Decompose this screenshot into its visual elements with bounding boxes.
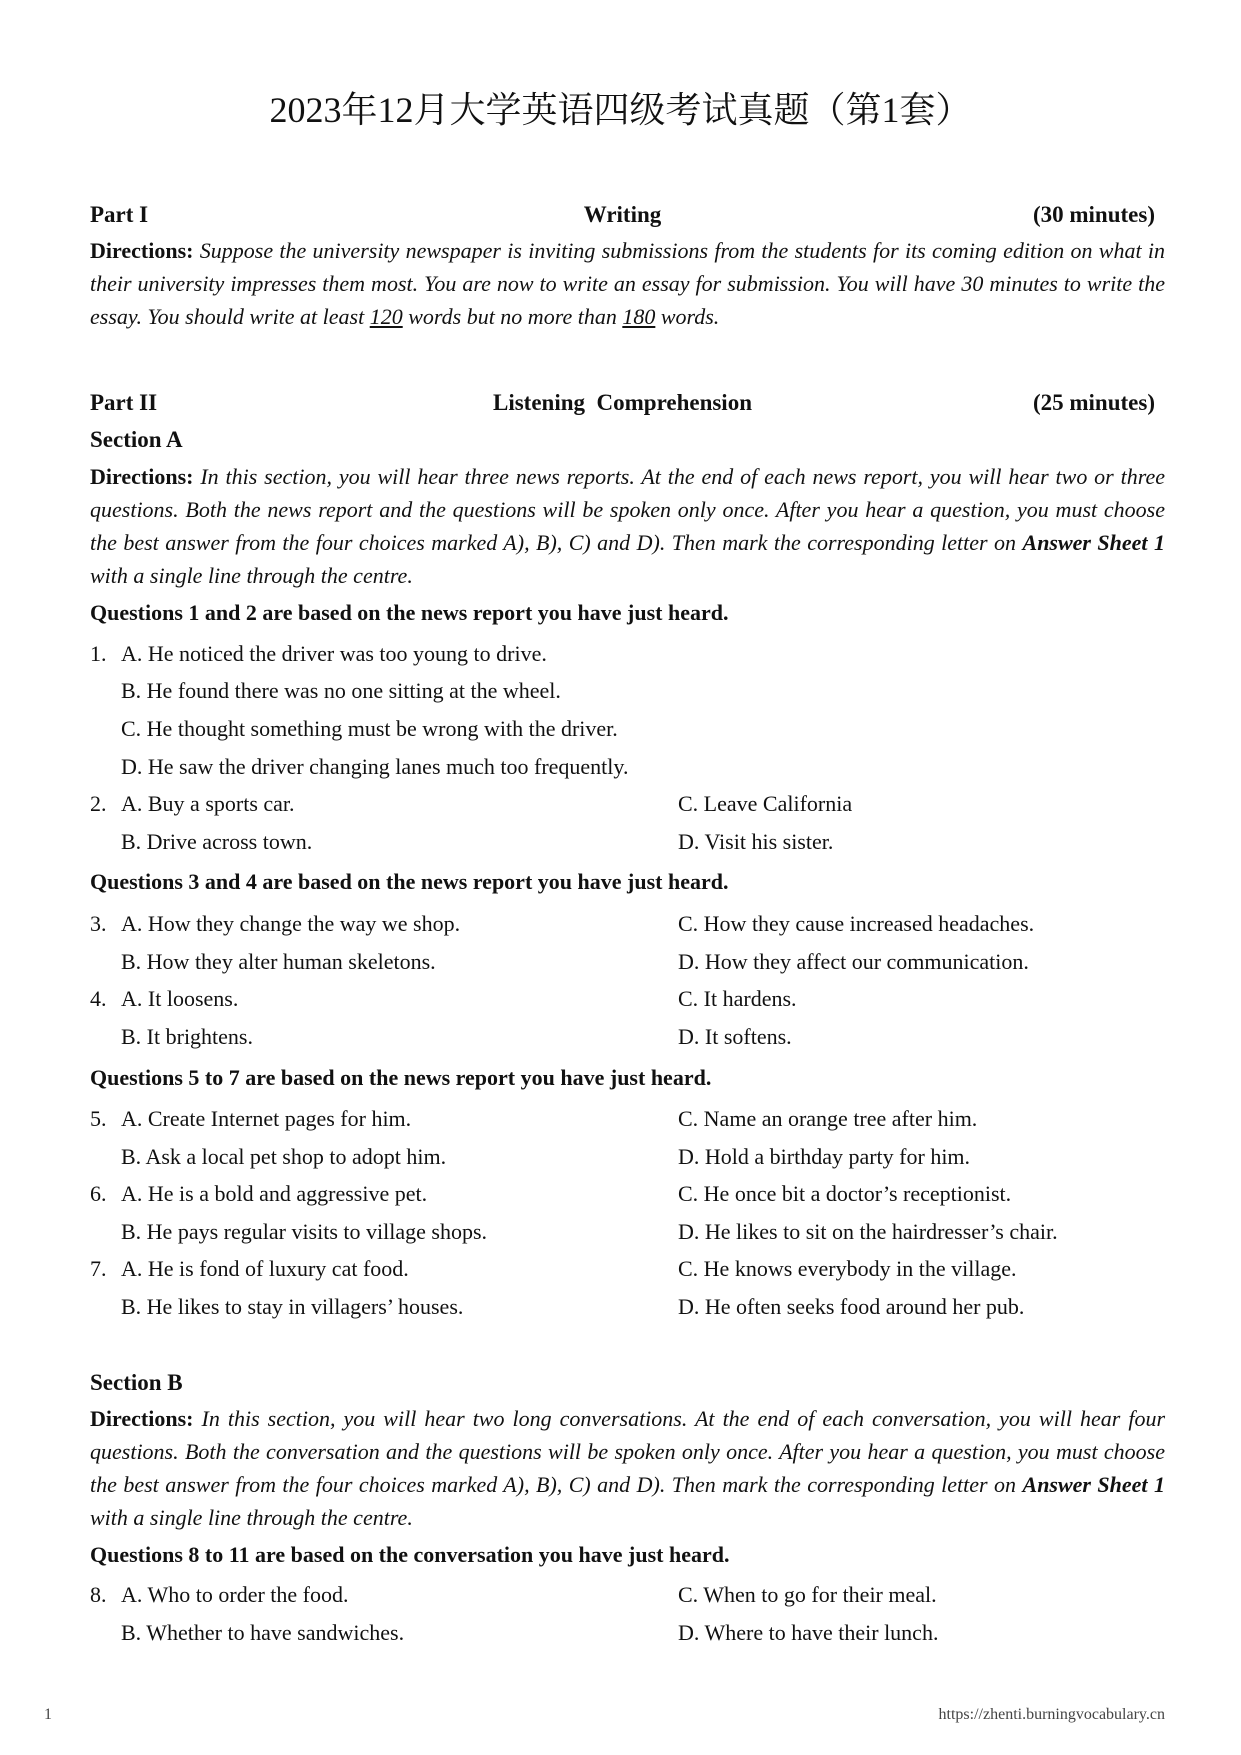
- q6-option-d: D. He likes to sit on the hairdresser’s chair.: [678, 1219, 1058, 1244]
- q3-option-d: D. How they affect our communication.: [678, 949, 1029, 974]
- question-group-1: Questions 1 and 2 are based on the news report you have just heard.: [90, 600, 729, 625]
- q4-option-a: A. It loosens.: [121, 986, 239, 1011]
- q2-option-a: A. Buy a sports car.: [121, 791, 295, 816]
- q7-option-b: B. He likes to stay in villagers’ houses.: [121, 1294, 464, 1319]
- answer-sheet-label: Answer Sheet 1: [1022, 530, 1165, 555]
- q2-option-c: C. Leave California: [678, 791, 853, 816]
- q4-option-c: C. It hardens.: [678, 986, 797, 1011]
- question-number: 5.: [90, 1106, 107, 1131]
- section-a-directions: Directions: In this section, you will hear three news reports. At the end of each news report, you will hear two or three questions. Both the news report and the questions will be spoken only once. After you hear a question, you must choose the best answer from the four choices marked A), B), C) and D). Then mark the corresponding letter on Answer Sheet 1 with a single line through the centre.: [90, 464, 1165, 588]
- question-number: 3.: [90, 911, 107, 936]
- question-number: 8.: [90, 1582, 107, 1607]
- q3-option-a: A. How they change the way we shop.: [121, 911, 461, 936]
- q3-option-c: C. How they cause increased headaches.: [678, 911, 1035, 936]
- directions-label: Directions:: [90, 238, 194, 263]
- q1-option-b: B. He found there was no one sitting at the wheel.: [121, 678, 561, 703]
- section-b-directions: Directions: In this section, you will hear two long conversations. At the end of each conversation, you will hear four questions. Both the conversation and the questions will be spoken only once. After you hear a question, you must choose the best answer from the four choices marked A), B), C) and D). Then mark the corresponding letter on Answer Sheet 1 with a single line through the centre.: [90, 1406, 1165, 1530]
- answer-sheet-label: Answer Sheet 1: [1022, 1472, 1165, 1497]
- min-words: 120: [369, 304, 403, 329]
- part1-label: Part I: [90, 202, 149, 227]
- q8-option-b: B. Whether to have sandwiches.: [121, 1620, 405, 1645]
- q8-option-a: A. Who to order the food.: [121, 1582, 349, 1607]
- part1-directions: Directions: Suppose the university newspaper is inviting submissions from the students for its coming edition on what in their university impresses them most. You are now to write an essay for submission. You will have 30 minutes to write the essay. You should write at least 120 words but no more than 180 words.: [90, 238, 1165, 329]
- q5-option-c: C. Name an orange tree after him.: [678, 1106, 978, 1131]
- q5-option-b: B. Ask a local pet shop to adopt him.: [121, 1144, 447, 1169]
- part2-name: Listening Comprehension: [492, 390, 752, 415]
- part1-name: Writing: [583, 202, 662, 227]
- page-title: 2023年12月大学英语四级考试真题（第1套）: [269, 90, 972, 130]
- part2-header: [90, 388, 1155, 418]
- question-number: 4.: [90, 986, 107, 1011]
- q8-option-d: D. Where to have their lunch.: [678, 1620, 939, 1645]
- part2-time: (25 minutes): [1032, 390, 1155, 415]
- q6-option-a: A. He is a bold and aggressive pet.: [121, 1181, 428, 1206]
- section-a-heading: Section A: [90, 427, 183, 452]
- page-number: 1: [44, 1706, 52, 1723]
- q7-option-c: C. He knows everybody in the village.: [678, 1256, 1017, 1281]
- q6-option-c: C. He once bit a doctor’s receptionist.: [678, 1181, 1012, 1206]
- question-group-2: Questions 3 and 4 are based on the news report you have just heard.: [90, 869, 729, 894]
- q8-option-c: C. When to go for their meal.: [678, 1582, 937, 1607]
- question-group-3: Questions 5 to 7 are based on the news report you have just heard.: [90, 1065, 712, 1090]
- q5-option-a: A. Create Internet pages for him.: [121, 1106, 412, 1131]
- q3-option-b: B. How they alter human skeletons.: [121, 949, 436, 974]
- q7-option-d: D. He often seeks food around her pub.: [678, 1294, 1025, 1319]
- q4-option-d: D. It softens.: [678, 1024, 792, 1049]
- q7-option-a: A. He is fond of luxury cat food.: [121, 1256, 409, 1281]
- footer-url[interactable]: https://zhenti.burningvocabulary.cn: [938, 1706, 1165, 1723]
- question-group-4: Questions 8 to 11 are based on the conversation you have just heard.: [90, 1542, 730, 1567]
- question-number: 1.: [90, 641, 107, 666]
- q2-option-d: D. Visit his sister.: [678, 829, 834, 854]
- question-number: 2.: [90, 791, 107, 816]
- max-words: 180: [622, 304, 656, 329]
- q5-option-d: D. Hold a birthday party for him.: [678, 1144, 971, 1169]
- q2-option-b: B. Drive across town.: [121, 829, 313, 854]
- q1-option-d: D. He saw the driver changing lanes much too frequently.: [121, 754, 629, 779]
- question-number: 6.: [90, 1181, 107, 1206]
- part2-label: Part II: [90, 390, 158, 415]
- q1-option-c: C. He thought something must be wrong with the driver.: [121, 716, 618, 741]
- q1-option-a: A. He noticed the driver was too young to drive.: [121, 641, 547, 666]
- question-number: 7.: [90, 1256, 107, 1281]
- part1-time: (30 minutes): [1032, 202, 1155, 227]
- section-b-heading: Section B: [90, 1370, 183, 1395]
- q4-option-b: B. It brightens.: [121, 1024, 253, 1049]
- q6-option-b: B. He pays regular visits to village shops.: [121, 1219, 488, 1244]
- part1-header: [90, 200, 1155, 230]
